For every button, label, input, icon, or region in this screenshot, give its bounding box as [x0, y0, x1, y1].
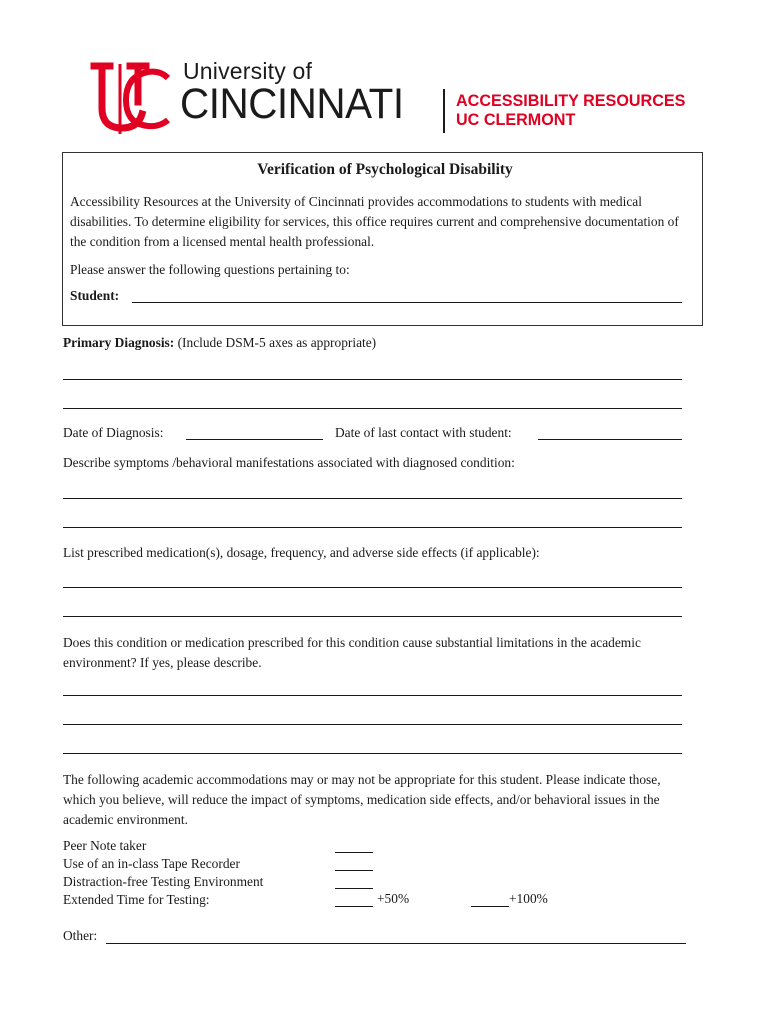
extended-time-100-label: +100%	[509, 891, 548, 906]
date-of-diagnosis-label: Date of Diagnosis:	[63, 425, 164, 440]
primary-diagnosis	[63, 335, 376, 351]
extended-time-100-blank[interactable]	[471, 906, 509, 907]
intro-paragraph: Accessibility Resources at the University of Cincinnati provides accommodations to students with medical disabilities. To determine eligibility for services, this office requires current and comprehensive documentation of the condition from a licensed mental health professional.	[70, 194, 679, 249]
questions-prompt: Please answer the following questions pertaining to:	[70, 262, 350, 277]
accommodation-item: Distraction-free Testing Environment	[63, 874, 264, 889]
other-label: Other:	[63, 928, 98, 943]
logo-university-of: University of	[183, 58, 313, 84]
limitations-field-line-3[interactable]	[63, 753, 682, 754]
primary-diagnosis-field-line-1[interactable]	[63, 379, 682, 380]
limitations-field-line-2[interactable]	[63, 724, 682, 725]
symptoms-label: Describe symptoms /behavioral manifestations associated with diagnosed condition:	[63, 455, 515, 470]
page-title: Verification of Psychological Disability	[257, 161, 513, 178]
accommodation-item: Extended Time for Testing:	[63, 892, 210, 907]
limitations-field-line-1[interactable]	[63, 695, 682, 696]
department-line-1: ACCESSIBILITY RESOURCES	[456, 91, 686, 110]
uc-monogram-icon	[90, 62, 172, 136]
date-of-diagnosis-field[interactable]	[186, 439, 323, 440]
student-label: Student:	[70, 288, 120, 303]
primary-diagnosis-note: (Include DSM-5 axes as appropriate)	[177, 335, 377, 350]
medications-label: List prescribed medication(s), dosage, frequency, and adverse side effects (if applicable):	[63, 545, 540, 560]
primary-diagnosis-label: Primary Diagnosis:	[63, 335, 175, 350]
date-last-contact-label: Date of last contact with student:	[335, 425, 512, 440]
accommodation-item: Use of an in-class Tape Recorder	[63, 856, 240, 871]
tape-recorder-blank[interactable]	[335, 870, 373, 871]
accommodations-list	[63, 837, 263, 909]
logo-divider	[443, 89, 445, 133]
extended-time-50-label: +50%	[377, 891, 410, 906]
student-field[interactable]	[132, 302, 682, 303]
peer-note-taker-blank[interactable]	[335, 852, 373, 853]
extended-time-50-blank[interactable]	[335, 906, 373, 907]
department-name	[456, 91, 685, 129]
other-field[interactable]	[106, 943, 686, 944]
symptoms-field-line-1[interactable]	[63, 498, 682, 499]
department-line-2: UC CLERMONT	[456, 110, 576, 129]
medications-field-line-2[interactable]	[63, 616, 682, 617]
accommodation-item: Peer Note taker	[63, 838, 147, 853]
date-last-contact-field[interactable]	[538, 439, 682, 440]
symptoms-field-line-2[interactable]	[63, 527, 682, 528]
distraction-free-blank[interactable]	[335, 888, 373, 889]
medications-field-line-1[interactable]	[63, 587, 682, 588]
limitations-label: Does this condition or medication prescribed for this condition cause substantial limitations in the academic environment? If yes, please describe.	[63, 635, 641, 670]
primary-diagnosis-field-line-2[interactable]	[63, 408, 682, 409]
accommodations-intro: The following academic accommodations may or may not be appropriate for this student. Please indicate those, which you believe, will reduce the impact of symptoms, medication side effects, and/or behavioral issues in the academic environment.	[63, 772, 661, 827]
logo-cincinnati: CINCINNATI	[180, 80, 404, 128]
